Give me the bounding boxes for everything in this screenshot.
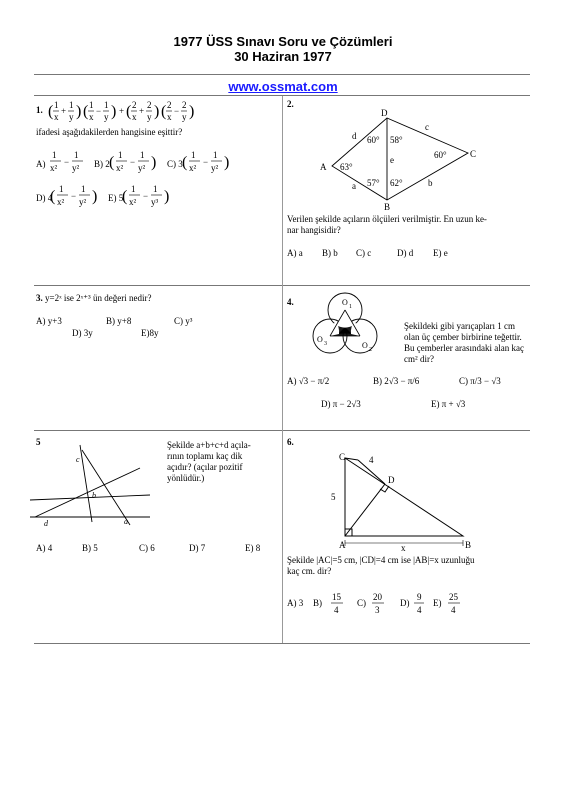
q2-number: 2. xyxy=(287,99,294,109)
q2-side-a: a xyxy=(352,181,356,191)
q3-choice-d: D) 3y xyxy=(72,328,93,338)
q2-choice-c: C) c xyxy=(356,248,372,258)
q2-side-d: d xyxy=(352,131,357,141)
svg-text:1: 1 xyxy=(74,150,79,160)
svg-text:15: 15 xyxy=(332,592,341,602)
q1-choice-a-expr xyxy=(48,149,88,177)
q2-choice-d: D) d xyxy=(397,248,414,258)
svg-text:1: 1 xyxy=(104,100,109,110)
q5-text-line2: rının toplamı kaç dik xyxy=(167,451,243,461)
q5-label-b: b xyxy=(92,491,96,500)
svg-text:(: ( xyxy=(182,154,188,171)
q6-choice-b-frac xyxy=(331,591,345,617)
q6-choice-b: B) xyxy=(313,598,322,608)
svg-text:4: 4 xyxy=(334,605,339,615)
row3-divider xyxy=(34,643,530,644)
q6-choice-e: E) xyxy=(433,598,442,608)
page-title: 1977 ÜSS Sınavı Soru ve Çözümleri xyxy=(173,34,393,49)
svg-text:+: + xyxy=(119,106,125,116)
svg-text:+: + xyxy=(139,106,145,116)
svg-text:−: − xyxy=(174,106,180,116)
svg-text:1: 1 xyxy=(59,184,64,194)
q6-choice-d-frac xyxy=(414,591,428,617)
q4-choice-d: D) π − 2√3 xyxy=(321,399,361,409)
site-link[interactable]: www.ossmat.com xyxy=(228,79,338,94)
svg-text:1: 1 xyxy=(54,100,59,110)
svg-text:1: 1 xyxy=(89,100,94,110)
q5-label-a: a xyxy=(124,517,128,526)
q6-choice-e-frac xyxy=(448,591,462,617)
svg-text:y: y xyxy=(104,112,109,122)
svg-text:x: x xyxy=(132,112,137,122)
svg-text:2: 2 xyxy=(369,347,372,353)
q1-number: 1. xyxy=(36,105,43,115)
header-divider xyxy=(34,74,530,75)
q2-angle-2: 58° xyxy=(390,135,403,145)
q4-three-circles-figure xyxy=(305,290,385,360)
q6-text-line2: kaç cm. dir? xyxy=(287,566,332,576)
q2-text-line2: nar hangisidir? xyxy=(287,225,341,235)
q1-expression xyxy=(46,98,286,126)
q4-text-line3: Bu çemberler arasındaki alan kaç xyxy=(404,343,524,353)
svg-text:y³: y³ xyxy=(151,197,159,207)
q4-choice-e: E) π + √3 xyxy=(431,399,466,409)
q1-choice-b: B) 2 xyxy=(94,159,110,169)
svg-text:2: 2 xyxy=(132,100,137,110)
svg-text:): ) xyxy=(92,188,98,205)
q2-angle-3: 63° xyxy=(340,162,353,172)
svg-text:y: y xyxy=(182,112,187,122)
svg-text:1: 1 xyxy=(52,150,57,160)
q2-label-C: C xyxy=(470,149,477,159)
q5-choice-a: A) 4 xyxy=(36,543,53,553)
q3-choice-c: C) y³ xyxy=(174,316,193,326)
svg-text:(: ( xyxy=(83,103,89,120)
q6-choice-a: A) 3 xyxy=(287,598,304,608)
q6-label-x: x xyxy=(401,543,406,553)
q2-angle-6: 62° xyxy=(390,178,403,188)
svg-text:20: 20 xyxy=(373,592,382,602)
q4-text-line4: cm² dir? xyxy=(404,354,434,364)
svg-text:): ) xyxy=(224,154,230,171)
q3-number: 3. xyxy=(36,293,43,303)
svg-text:x: x xyxy=(167,112,172,122)
svg-text:1: 1 xyxy=(140,150,145,160)
q1-choice-c-expr xyxy=(182,149,232,177)
q5-label-d: d xyxy=(44,519,48,528)
q6-label-five: 5 xyxy=(331,492,336,502)
q4-text-line2: olan üç çember birbirine teğettir. xyxy=(404,332,522,342)
q2-side-e: e xyxy=(390,155,394,165)
svg-text:2: 2 xyxy=(167,100,172,110)
svg-text:4: 4 xyxy=(417,605,422,615)
q2-choice-e: E) e xyxy=(433,248,448,258)
svg-text:−: − xyxy=(96,106,102,116)
page-date: 30 Haziran 1977 xyxy=(234,49,332,64)
svg-text:1: 1 xyxy=(153,184,158,194)
column-divider xyxy=(282,96,283,643)
svg-text:−: − xyxy=(143,191,149,201)
q4-label-o3: O xyxy=(317,335,323,344)
q1-text: ifadesi aşağıdakilerden hangisine eşittir? xyxy=(36,127,183,137)
svg-text:+: + xyxy=(61,106,67,116)
q6-choice-c-frac xyxy=(372,591,386,617)
svg-text:y: y xyxy=(147,112,152,122)
q5-text-line4: yönlüdür.) xyxy=(167,473,205,483)
svg-text:2: 2 xyxy=(147,100,152,110)
q6-text-line1: Şekilde |AC|=5 cm, |CD|=4 cm ise |AB|=x uzunluğu xyxy=(287,555,475,565)
q3-choice-b: B) y+8 xyxy=(106,316,132,326)
svg-text:1: 1 xyxy=(213,150,218,160)
q5-choice-d: D) 7 xyxy=(189,543,206,553)
q2-label-B: B xyxy=(384,202,391,212)
svg-text:y²: y² xyxy=(138,163,146,173)
q4-choice-c: C) π/3 − √3 xyxy=(459,376,501,386)
q2-angle-4: 60° xyxy=(434,150,447,160)
svg-text:1: 1 xyxy=(118,150,123,160)
svg-text:1: 1 xyxy=(81,184,86,194)
q5-text-line3: açıdır? (açılar pozitif xyxy=(167,462,243,472)
q4-choice-b: B) 2√3 − π/6 xyxy=(373,376,420,386)
q3-text xyxy=(36,293,151,304)
q5-label-c: c xyxy=(76,455,80,464)
svg-text:25: 25 xyxy=(449,592,458,602)
svg-text:(: ( xyxy=(48,103,54,120)
svg-text:y²: y² xyxy=(211,163,219,173)
q6-label-B: B xyxy=(465,540,472,550)
q5-choice-c: C) 6 xyxy=(139,543,155,553)
svg-text:x²: x² xyxy=(57,197,65,207)
q1-choice-e-expr xyxy=(122,183,172,211)
svg-text:x: x xyxy=(89,112,94,122)
q1-choice-a: A) xyxy=(36,159,46,169)
q3-choice-a: A) y+3 xyxy=(36,316,62,326)
svg-text:4: 4 xyxy=(451,605,456,615)
q5-lines-figure xyxy=(30,440,155,535)
q1-choice-b-expr xyxy=(109,149,159,177)
q2-side-c: c xyxy=(425,122,429,132)
svg-text:): ) xyxy=(111,103,117,120)
svg-text:x²: x² xyxy=(189,163,197,173)
svg-text:−: − xyxy=(203,157,209,167)
q2-text-line1: Verilen şekilde açıların ölçüleri verilmiştir. En uzun ke- xyxy=(287,214,487,224)
svg-text:−: − xyxy=(64,157,70,167)
svg-text:1: 1 xyxy=(69,100,74,110)
q6-label-A: A xyxy=(339,540,346,550)
q4-text-line1: Şekildeki gibi yarıçapları 1 cm xyxy=(404,321,515,331)
svg-text:x: x xyxy=(54,112,59,122)
svg-text:3: 3 xyxy=(324,341,327,347)
q1-choice-d: D) 4 xyxy=(36,193,53,203)
q2-choice-a: A) a xyxy=(287,248,303,258)
q1-choice-d-expr xyxy=(50,183,100,211)
svg-text:y²: y² xyxy=(72,163,80,173)
svg-text:1: 1 xyxy=(131,184,136,194)
q4-number: 4. xyxy=(287,297,294,307)
q2-side-b: b xyxy=(428,178,433,188)
q6-label-C: C xyxy=(339,452,346,462)
q6-label-four: 4 xyxy=(369,455,374,465)
svg-text:(: ( xyxy=(126,103,132,120)
svg-text:(: ( xyxy=(161,103,167,120)
q6-right-triangle-figure xyxy=(325,450,485,553)
svg-text:−: − xyxy=(130,157,136,167)
q2-label-D: D xyxy=(381,108,388,118)
q4-label-o1: O xyxy=(342,298,348,307)
svg-text:x²: x² xyxy=(50,163,58,173)
svg-text:(: ( xyxy=(109,154,115,171)
q2-angle-5: 57° xyxy=(367,178,380,188)
q1-choice-e: E) 5 xyxy=(108,193,124,203)
q6-label-D: D xyxy=(388,475,395,485)
q2-choice-b: B) b xyxy=(322,248,338,258)
svg-text:1: 1 xyxy=(349,304,352,310)
q4-choice-a: A) √3 − π/2 xyxy=(287,376,330,386)
svg-text:y²: y² xyxy=(79,197,87,207)
svg-text:): ) xyxy=(189,103,195,120)
q6-choice-c: C) xyxy=(357,598,366,608)
q1-choice-c: C) 3 xyxy=(167,159,183,169)
q5-choice-b: B) 5 xyxy=(82,543,98,553)
q6-number: 6. xyxy=(287,437,294,447)
svg-text:): ) xyxy=(164,188,170,205)
svg-text:(: ( xyxy=(50,188,56,205)
svg-text:3: 3 xyxy=(375,605,380,615)
svg-text:9: 9 xyxy=(417,592,422,602)
svg-text:y: y xyxy=(69,112,74,122)
q5-choice-e: E) 8 xyxy=(245,543,261,553)
q3-choice-e: E)8y xyxy=(141,328,159,338)
q2-quadrilateral-figure xyxy=(310,100,510,210)
svg-text:2: 2 xyxy=(182,100,187,110)
svg-text:1: 1 xyxy=(191,150,196,160)
svg-text:x²: x² xyxy=(116,163,124,173)
q5-text-line1: Şekilde a+b+c+d açıla- xyxy=(167,440,251,450)
q3-question: y=2ˣ ise 2ˣ⁺³ ün değeri nedir? xyxy=(45,293,152,303)
svg-text:): ) xyxy=(154,103,160,120)
q6-choice-d: D) xyxy=(400,598,410,608)
svg-text:): ) xyxy=(151,154,157,171)
svg-text:(: ( xyxy=(122,188,128,205)
svg-text:−: − xyxy=(71,191,77,201)
svg-text:x²: x² xyxy=(129,197,137,207)
q2-angle-1: 60° xyxy=(367,135,380,145)
q2-label-A: A xyxy=(320,162,327,172)
svg-text:): ) xyxy=(76,103,82,120)
q4-label-o2: O xyxy=(362,341,368,350)
q5-number: 5 xyxy=(36,437,41,447)
